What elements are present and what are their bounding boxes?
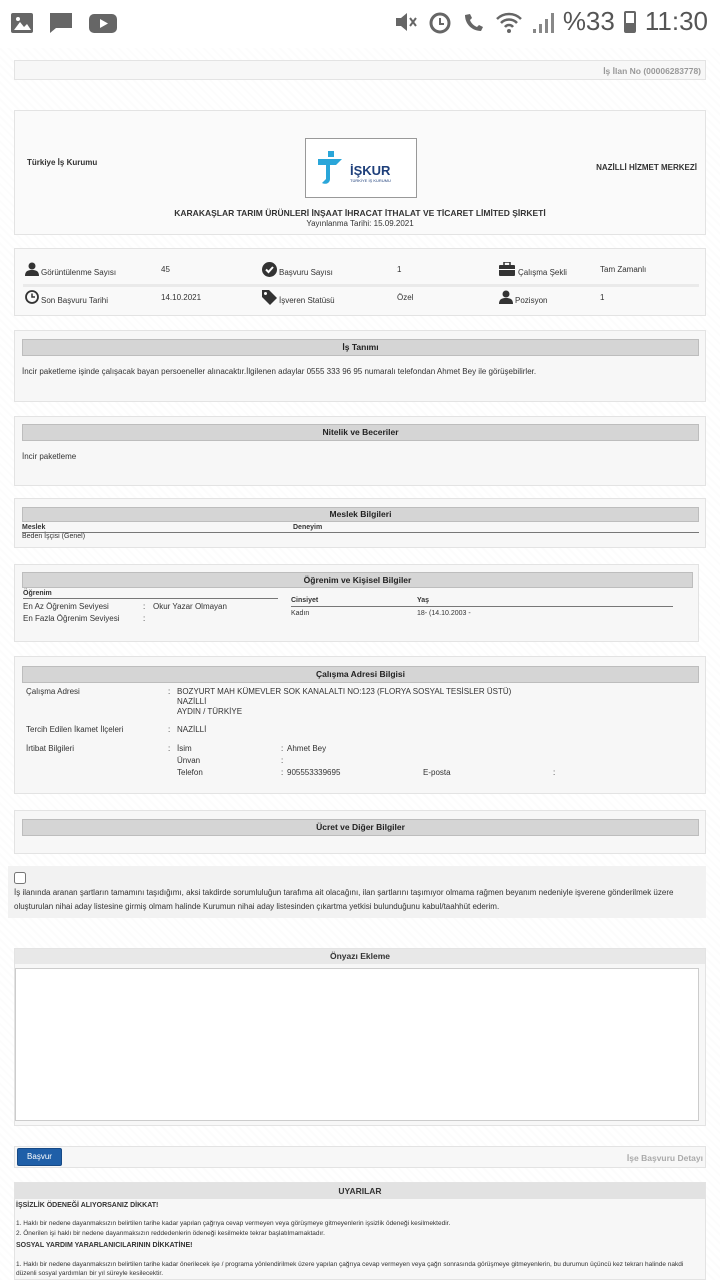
company-name: KARAKAŞLAR TARIM ÜRÜNLERİ İNŞAAT İHRACAT İTHALAT VE TİCARET LİMİTED ŞİRKETİ [174,208,546,218]
work-address-line3: AYDIN / TÜRKİYE [177,707,243,716]
work-address-line2: NAZİLLİ [177,697,207,706]
status-bar [0,0,720,48]
age-col-header: Yaş [417,597,430,604]
work-address-label: Çalışma Adresi [26,687,80,696]
work-address-line1: BOZYURT MAH KÜMEVLER SOK KANALALTI NO:123 (FLORYA SOSYAL TESİSLER ÜSTÜ) [177,687,512,696]
cover-letter-section [14,948,706,1126]
work-type-label: Çalışma Şekli [518,268,567,277]
tag-icon [262,290,277,305]
job-number: İş İlan No (00006283778) [603,66,701,76]
contact-name-value: Ahmet Bey [287,744,327,753]
job-header [14,110,706,235]
youtube-icon [88,10,118,36]
contact-title-label: Ünvan [177,756,201,765]
position-label: Pozisyon [515,296,548,305]
deadline-value: 14.10.2021 [161,293,202,302]
contact-phone-label: Telefon [177,768,203,777]
min-education-value: Okur Yazar Olmayan [153,602,227,611]
wifi-call-icon [461,9,487,35]
wages-header: Ücret ve Diğer Bilgiler [22,819,699,836]
apps-label: Başvuru Sayısı [279,268,333,277]
contact-phone-value[interactable]: 905553339695 [287,768,341,777]
views-value: 45 [161,265,170,274]
employer-status-value: Özel [397,293,414,302]
warning-line-3: 1. Haklı bir nedene dayanmaksızın belirtilen tarihe kadar önerilecek işe / programa yönlendirilmek üzere yapılan çağrıya cevap vermeyen veya çağrı sonrasında görüşmeye gitmeyenlerin, bu durumun üçüncü kez tekrarı halinde nakdi düzenli sosyal yardımları bir yıl süreyle kesilecektir. [16,1261,684,1277]
consent-checkbox[interactable] [14,872,26,884]
education-col-header: Öğrenim [23,590,52,597]
job-description-text: İncir paketleme işinde çalışacak bayan persoeneller alınacaktır.İlgilenen adaylar 0555 333 96 95 numaralı telefondan Ahmet Bey ile görüşebilirler. [22,367,537,376]
message-icon [48,10,74,36]
apply-bar [14,1146,706,1168]
work-type-value: Tam Zamanlı [600,265,647,274]
clock-icon [25,290,39,304]
person-icon [499,290,513,304]
education-section: Öğrenim ve Kişisel Bilgiler Öğrenim En Az Öğrenim Seviyesi : Okur Yazar Olmayan En Fazla Öğrenim Seviyesi : Cinsiyet Yaş Kadın 18- (14.10.2003 - [14,564,699,642]
deadline-label: Son Başvuru Tarihi [41,296,108,305]
education-header: Öğrenim ve Kişisel Bilgiler [22,572,693,588]
battery-icon [623,9,637,35]
apply-button[interactable]: Başvur [17,1148,62,1166]
experience-col-header: Deneyim [293,524,323,531]
gallery-icon [10,10,34,36]
skills-section [14,416,706,486]
job-description-section [14,330,706,402]
gender-value: Kadın [291,610,310,617]
position-value: 1 [600,293,605,302]
gender-col-header: Cinsiyet [291,597,319,604]
job-description-header: İş Tanımı [22,339,699,356]
consent-text: İş ilanında aranan şartların tamamını taşıdığımı, aksi takdirde sorumluluğun tarafıma ait olacağını, ilan şartlarını taşımıyor olmama rağmen beyanım nedeniyle işverene gönderilmek üzere oluşturulan nihai aday listesine girmiş olmam halinde Kurumun nihai aday listesinden çıkartma yetkisi bulunduğunu kabul/taahhüt ederim. [14,888,674,911]
job-number-bar [14,60,706,80]
residence-label: Tercih Edilen İkamet İlçeleri [26,725,124,734]
skills-text: İncir paketleme [22,452,77,461]
views-label: Görüntülenme Sayısı [41,268,117,277]
iskur-logo-icon [316,149,346,189]
profession-col-header: Meslek [22,524,46,531]
max-education-label: En Fazla Öğrenim Seviyesi [23,614,120,623]
age-value: 18- (14.10.2003 - [417,610,471,617]
warning-line-2: 2. Önerilen işi haklı bir nedene dayanmaksızın reddedenlerin ödeneği kesilmekte tekrar başlatılmamaktadır. [16,1230,325,1237]
warnings-section [14,1182,706,1280]
consent-section [8,866,706,918]
battery-percent: %33 [562,6,615,36]
address-header: Çalışma Adresi Bilgisi [22,666,699,683]
wifi-icon [495,9,523,35]
warning-heading-1: İŞSİZLİK ÖDENEĞİ ALIYORSANIZ DİKKAT! [16,1202,159,1209]
notification-icons [10,10,118,36]
office-name: NAZİLLİ HİZMET MERKEZİ [596,163,697,172]
profession-section [14,498,706,548]
org-name: Türkiye İş Kurumu [27,158,98,167]
logo-subtext: TÜRKİYE İŞ KURUMU [350,178,391,183]
warning-heading-2: SOSYAL YARDIM YARARLANICILARININ DİKKATİNE! [16,1242,193,1249]
iskur-logo [305,138,417,198]
apply-detail-link[interactable]: İşe Başvuru Detayı [626,1153,703,1163]
apps-value: 1 [397,265,402,274]
clock: 11:30 [644,6,708,36]
wages-section [14,810,706,854]
contact-name-label: İsim [177,744,192,753]
briefcase-icon [499,262,515,276]
warning-line-1: 1. Haklı bir nedene dayanmaksızın belirtilen tarihe kadar yapılan çağrıya cevap vermeyen veya görüşmeye gitmeyenlerin işsizlik ödeneği kesilmektedir. [16,1220,451,1227]
publish-date: Yayınlanma Tarihi: 15.09.2021 [306,219,414,228]
residence-value: NAZİLLİ [177,725,207,734]
cover-letter-header: Önyazı Ekleme [15,949,705,964]
profession-header: Meslek Bilgileri [22,507,699,522]
check-circle-icon [262,262,277,277]
employer-status-label: İşveren Statüsü [279,296,335,305]
contact-email-label: E-posta [423,768,451,777]
min-education-label: En Az Öğrenim Seviyesi [23,602,109,611]
signal-icon [531,9,555,35]
cover-letter-textarea[interactable] [15,968,699,1121]
contact-label: İrtibat Bilgileri [26,744,75,753]
profession-value: Beden İşçisi (Genel) [22,533,86,540]
stats-panel [14,248,706,316]
logo-text: İŞKUR [350,163,391,178]
user-icon [25,262,39,276]
mute-icon [393,9,419,35]
system-icons [393,6,708,37]
alarm-icon [427,9,453,35]
skills-header: Nitelik ve Beceriler [22,424,699,441]
address-section: Çalışma Adresi Bilgisi Çalışma Adresi : BOZYURT MAH KÜMEVLER SOK KANALALTI NO:123 (FLORYA SOSYAL TESİSLER ÜSTÜ) NAZİLLİ AYDIN / TÜRKİYE Tercih Edilen İkamet İlçeleri : NAZİLLİ İrtibat Bilgileri : İsim : Ahmet Bey Ünvan : Telefon : 905553339695 E-posta : [14,656,706,794]
warnings-header: UYARILAR [15,1183,705,1199]
